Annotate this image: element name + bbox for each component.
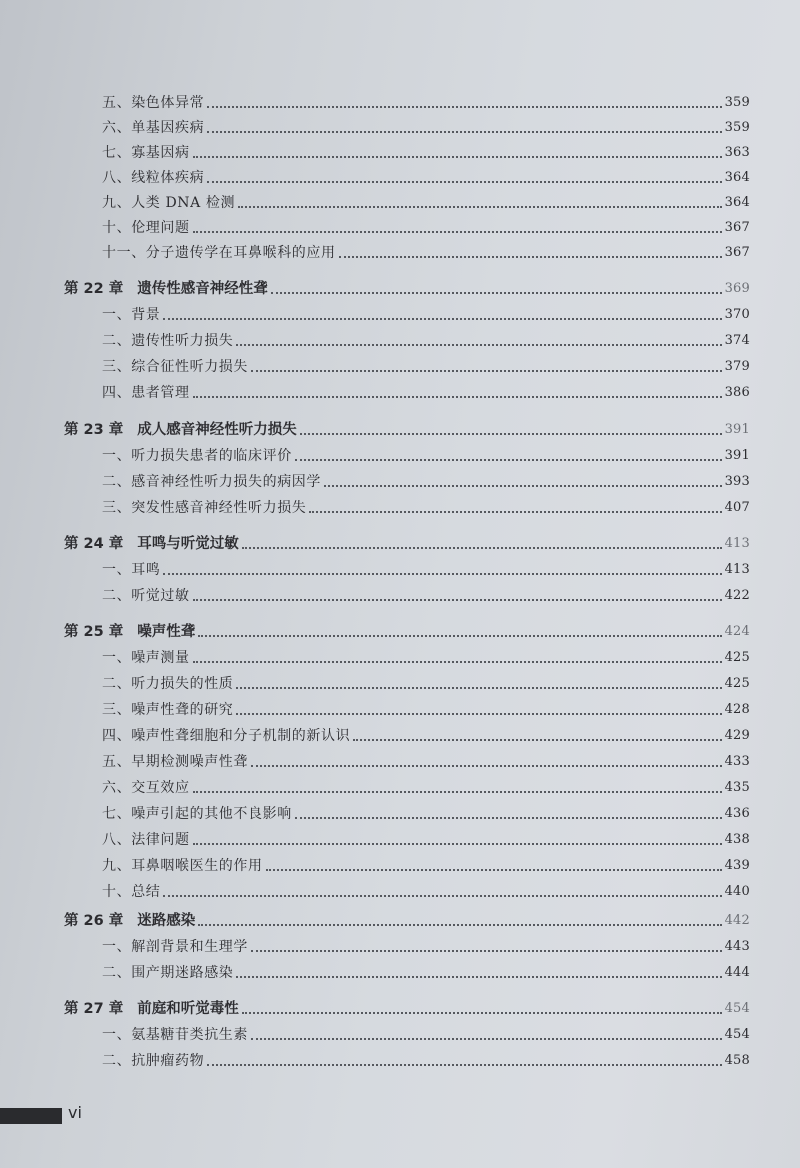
toc-chapter-row <box>64 913 750 929</box>
dot-leader <box>163 573 721 575</box>
toc-entry-row <box>102 562 750 578</box>
dot-leader <box>251 1038 722 1040</box>
toc-entry-row <box>102 195 750 211</box>
section-title: 二、感音神经性听力损失的病因学 <box>102 474 321 490</box>
toc-chapter-row <box>64 422 750 438</box>
dot-leader <box>300 433 722 435</box>
chapter-number: 第 26 章 <box>64 913 124 929</box>
page-number: 413 <box>724 562 750 577</box>
page-number: 367 <box>724 245 750 260</box>
toc-entry-row <box>102 965 750 981</box>
toc-chapter-row <box>64 1001 750 1017</box>
dot-leader <box>193 231 722 233</box>
section-title: 九、耳鼻咽喉医生的作用 <box>102 858 263 874</box>
page-number: 438 <box>724 832 750 847</box>
page-number: 374 <box>724 333 750 348</box>
chapter-title: 迷路感染 <box>137 913 196 929</box>
toc-entry-row <box>102 702 750 718</box>
toc-entry-row <box>102 650 750 666</box>
section-title: 二、听觉过敏 <box>102 588 190 604</box>
chapter-number: 第 24 章 <box>64 536 124 552</box>
page-number: 369 <box>724 281 750 296</box>
dot-leader <box>193 791 722 793</box>
page-number: 439 <box>724 858 750 873</box>
page-number: 425 <box>724 650 750 665</box>
section-title: 三、综合征性听力损失 <box>102 359 248 375</box>
dot-leader <box>198 635 721 637</box>
toc-entry-row <box>102 245 750 261</box>
page-number: 433 <box>724 754 750 769</box>
page-number: 359 <box>724 95 750 110</box>
chapter-heading <box>64 281 268 297</box>
section-title: 四、患者管理 <box>102 385 190 401</box>
dot-leader <box>198 924 721 926</box>
page-number: 458 <box>724 1053 750 1068</box>
page-number: 435 <box>724 780 750 795</box>
section-title: 七、噪声引起的其他不良影响 <box>102 806 292 822</box>
section-title: 四、噪声性聋细胞和分子机制的新认识 <box>102 728 351 744</box>
page-number: 413 <box>724 536 750 551</box>
dot-leader <box>193 396 722 398</box>
dot-leader <box>295 459 722 461</box>
dot-leader <box>207 106 721 108</box>
dot-leader <box>251 370 722 372</box>
toc-entry-row <box>102 474 750 490</box>
section-title: 十、总结 <box>102 884 161 900</box>
dot-leader <box>193 156 722 158</box>
page-number: 422 <box>724 588 750 603</box>
dot-leader <box>324 485 722 487</box>
dot-leader <box>236 713 721 715</box>
toc-entry-row <box>102 500 750 516</box>
dot-leader <box>266 869 722 871</box>
dot-leader <box>251 765 722 767</box>
page-folio: vi <box>68 1103 82 1122</box>
page-number: 440 <box>724 884 750 899</box>
page-number: 454 <box>724 1027 750 1042</box>
toc-chapter-row <box>64 624 750 640</box>
section-title: 八、法律问题 <box>102 832 190 848</box>
page-number: 367 <box>724 220 750 235</box>
toc-entry-row <box>102 939 750 955</box>
toc-entry-row <box>102 806 750 822</box>
page-number: 428 <box>724 702 750 717</box>
chapter-number: 第 27 章 <box>64 1001 124 1017</box>
chapter-number: 第 23 章 <box>64 422 124 438</box>
toc-entry-row <box>102 832 750 848</box>
section-title: 三、突发性感音神经性听力损失 <box>102 500 307 516</box>
section-title: 三、噪声性聋的研究 <box>102 702 234 718</box>
page-number: 364 <box>724 195 750 210</box>
chapter-heading <box>64 1001 239 1017</box>
dot-leader <box>295 817 722 819</box>
section-title: 五、染色体异常 <box>102 95 205 111</box>
dot-leader <box>339 256 722 258</box>
page-number: 393 <box>724 474 750 489</box>
section-title: 二、遗传性听力损失 <box>102 333 234 349</box>
dot-leader <box>242 547 722 549</box>
page-number: 386 <box>724 385 750 400</box>
toc-entry-row <box>102 170 750 186</box>
section-title: 一、氨基糖苷类抗生素 <box>102 1027 248 1043</box>
page-number: 444 <box>724 965 750 980</box>
page-number: 442 <box>724 913 750 928</box>
toc-entry-row <box>102 95 750 111</box>
chapter-title: 成人感音神经性听力损失 <box>137 422 297 438</box>
chapter-title: 耳鸣与听觉过敏 <box>137 536 239 552</box>
toc-entry-row <box>102 1053 750 1069</box>
page-number: 424 <box>724 624 750 639</box>
toc-chapter-row <box>64 536 750 552</box>
section-title: 十、伦理问题 <box>102 220 190 236</box>
dot-leader <box>242 1012 722 1014</box>
dot-leader <box>193 843 722 845</box>
page-number: 370 <box>724 307 750 322</box>
section-title: 一、耳鸣 <box>102 562 161 578</box>
dot-leader <box>207 131 721 133</box>
toc-entry-row <box>102 307 750 323</box>
dot-leader <box>271 292 722 294</box>
section-title: 五、早期检测噪声性聋 <box>102 754 248 770</box>
toc-entry-row <box>102 448 750 464</box>
toc-entry-row <box>102 728 750 744</box>
chapter-title: 噪声性聋 <box>137 624 196 640</box>
section-title: 九、人类 DNA 检测 <box>102 195 236 211</box>
toc-entry-row <box>102 858 750 874</box>
section-title: 十一、分子遗传学在耳鼻喉科的应用 <box>102 245 336 261</box>
dot-leader <box>207 181 721 183</box>
dot-leader <box>251 950 722 952</box>
page-number: 407 <box>724 500 750 515</box>
page-number: 391 <box>724 448 750 463</box>
page-number: 391 <box>724 422 750 437</box>
dot-leader <box>163 318 721 320</box>
page-number: 429 <box>724 728 750 743</box>
section-title: 二、听力损失的性质 <box>102 676 234 692</box>
page-number: 454 <box>724 1001 750 1016</box>
toc-entry-row <box>102 220 750 236</box>
page-number: 436 <box>724 806 750 821</box>
page-number: 443 <box>724 939 750 954</box>
dot-leader <box>207 1064 721 1066</box>
section-title: 一、噪声测量 <box>102 650 190 666</box>
dot-leader <box>238 206 721 208</box>
dot-leader <box>193 661 722 663</box>
chapter-number: 第 25 章 <box>64 624 124 640</box>
toc-entry-row <box>102 780 750 796</box>
chapter-title: 遗传性感音神经性聋 <box>137 281 268 297</box>
toc-entry-row <box>102 333 750 349</box>
chapter-heading <box>64 422 297 438</box>
section-title: 二、抗肿瘤药物 <box>102 1053 205 1069</box>
dot-leader <box>193 599 722 601</box>
page-number: 425 <box>724 676 750 691</box>
toc-entry-row <box>102 145 750 161</box>
section-title: 一、解剖背景和生理学 <box>102 939 248 955</box>
section-title: 一、背景 <box>102 307 161 323</box>
toc-entry-row <box>102 884 750 900</box>
section-title: 七、寡基因病 <box>102 145 190 161</box>
dot-leader <box>163 895 721 897</box>
toc-entry-row <box>102 588 750 604</box>
dot-leader <box>236 687 721 689</box>
page-number: 379 <box>724 359 750 374</box>
toc-entry-row <box>102 359 750 375</box>
chapter-number: 第 22 章 <box>64 281 124 297</box>
toc-entry-row <box>102 1027 750 1043</box>
toc-entry-row <box>102 754 750 770</box>
toc-chapter-row <box>64 281 750 297</box>
page-number: 364 <box>724 170 750 185</box>
chapter-heading <box>64 913 195 929</box>
section-title: 一、听力损失患者的临床评价 <box>102 448 292 464</box>
toc-entry-row <box>102 120 750 136</box>
page-number: 359 <box>724 120 750 135</box>
section-title: 二、围产期迷路感染 <box>102 965 234 981</box>
chapter-heading <box>64 536 239 552</box>
dot-leader <box>309 511 721 513</box>
folio-bar <box>0 1108 62 1124</box>
dot-leader <box>353 739 721 741</box>
toc-entry-row <box>102 676 750 692</box>
dot-leader <box>236 344 721 346</box>
section-title: 八、线粒体疾病 <box>102 170 205 186</box>
section-title: 六、交互效应 <box>102 780 190 796</box>
chapter-heading <box>64 624 195 640</box>
section-title: 六、单基因疾病 <box>102 120 205 136</box>
toc-entry-row <box>102 385 750 401</box>
chapter-title: 前庭和听觉毒性 <box>137 1001 239 1017</box>
dot-leader <box>236 976 721 978</box>
page-number: 363 <box>724 145 750 160</box>
